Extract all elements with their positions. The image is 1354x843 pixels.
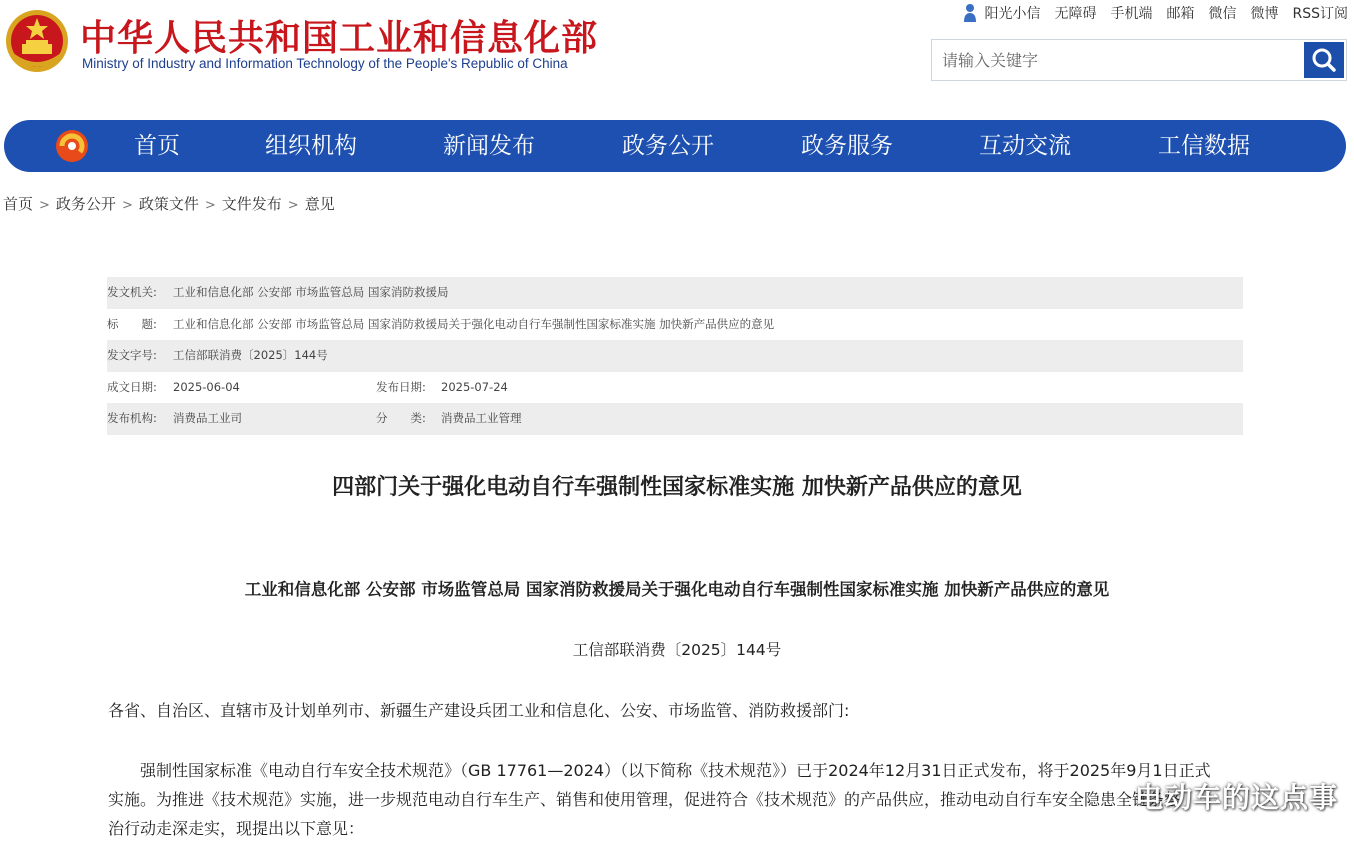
top-link-mailbox[interactable]: 邮箱 — [1166, 6, 1195, 22]
paragraph-line: 强制性国家标准《电动自行车安全技术规范》（GB 17761—2024）（以下简称《技术规范》）已于2024年12月31日正式发布，将于2025年9月1日正式 — [140, 761, 1211, 780]
document-number: 工信部联消费〔2025〕144号 — [572, 641, 782, 659]
breadcrumb — [3, 193, 335, 214]
meta-created-value: 2025-06-04 — [173, 379, 240, 394]
document-paragraph — [108, 756, 1238, 843]
breadcrumb-opinion[interactable]: 意见 — [304, 195, 335, 213]
nav-organization[interactable]: 组织机构 — [265, 133, 357, 159]
meta-row-org — [107, 403, 1243, 435]
meta-published-label: 发布日期: — [376, 379, 426, 394]
main-nav — [4, 120, 1346, 172]
top-link-sunshine[interactable]: 阳光小信 — [984, 6, 1041, 22]
top-link-rss[interactable]: RSS订阅 — [1292, 6, 1348, 22]
top-links — [962, 3, 1348, 23]
meta-docno-label: 发文字号: — [107, 348, 157, 362]
meta-title-label: 标 题: — [107, 316, 157, 331]
document-subtitle: 工业和信息化部 公安部 市场监管总局 国家消防救援局关于强化电动自行车强制性国家标准实施 加快新产品供应的意见 — [244, 580, 1110, 599]
breadcrumb-policy-files[interactable]: 政策文件 — [138, 195, 199, 213]
meta-org-label: 发布机构: — [107, 411, 157, 425]
paragraph-line: 实施。为推进《技术规范》实施，进一步规范电动自行车生产、销售和使用管理，促进符合《技术规范》的产品供应，推动电动自行车安全隐患全链条整 — [108, 790, 1181, 809]
nav-government-affairs[interactable]: 政务公开 — [622, 133, 714, 159]
site-title: 中华人民共和国工业和信息化部 — [80, 18, 599, 59]
search-button[interactable] — [1304, 42, 1344, 78]
meta-row-dates — [107, 372, 1243, 404]
watermark: 电动车的这点事 — [1134, 781, 1338, 814]
nav-news[interactable]: 新闻发布 — [443, 133, 535, 159]
top-link-wechat[interactable]: 微信 — [1208, 6, 1237, 22]
meta-category-label: 分 类: — [376, 411, 426, 425]
document-title: 四部门关于强化电动自行车强制性国家标准实施 加快新产品供应的意见 — [332, 475, 1022, 500]
meta-row-issuer — [107, 277, 1243, 309]
top-link-weibo[interactable]: 微博 — [1250, 6, 1279, 22]
search-icon — [1304, 42, 1344, 78]
nav-government-services[interactable]: 政务服务 — [801, 133, 893, 159]
breadcrumb-government-affairs[interactable]: 政务公开 — [55, 195, 116, 213]
breadcrumb-separator-icon: > — [121, 198, 133, 213]
breadcrumb-file-release[interactable]: 文件发布 — [221, 195, 282, 213]
meta-published-value: 2025-07-24 — [441, 379, 508, 394]
top-link-accessibility[interactable]: 无障碍 — [1054, 6, 1097, 22]
search-box — [931, 39, 1347, 81]
paragraph-line: 治行动走深走实，现提出以下意见： — [108, 819, 365, 838]
breadcrumb-separator-icon: > — [39, 198, 50, 213]
nav-interaction[interactable]: 互动交流 — [979, 133, 1071, 159]
document-meta-table — [107, 277, 1243, 435]
top-link-mobile[interactable]: 手机端 — [1110, 6, 1153, 22]
meta-issuer-label: 发文机关: — [107, 285, 157, 299]
meta-category-value: 消费品工业管理 — [441, 411, 522, 425]
meta-org-value: 消费品工业司 — [173, 411, 242, 425]
meta-created-label: 成文日期: — [107, 379, 157, 394]
breadcrumb-separator-icon: > — [287, 198, 299, 213]
meta-title-value: 工业和信息化部 公安部 市场监管总局 国家消防救援局关于强化电动自行车强制性国家标准实施 加快新产品供应的意见 — [173, 316, 775, 331]
site-subtitle: Ministry of Industry and Information Technology of the People's Republic of China — [82, 56, 568, 71]
breadcrumb-home[interactable]: 首页 — [3, 195, 34, 213]
miit-logo-icon — [54, 128, 90, 164]
meta-issuer-value: 工业和信息化部 公安部 市场监管总局 国家消防救援局 — [173, 285, 449, 299]
meta-row-docno — [107, 340, 1243, 372]
document-salutation: 各省、自治区、直辖市及计划单列市、新疆生产建设兵团工业和信息化、公安、市场监管、消防救援部门: — [108, 701, 850, 720]
national-emblem-icon — [4, 8, 70, 74]
meta-row-title — [107, 309, 1243, 341]
person-icon — [962, 3, 978, 23]
nav-home[interactable]: 首页 — [134, 133, 180, 159]
search-input[interactable] — [932, 40, 1324, 80]
nav-data[interactable]: 工信数据 — [1158, 133, 1250, 159]
meta-docno-value: 工信部联消费〔2025〕144号 — [173, 348, 328, 362]
breadcrumb-separator-icon: > — [204, 198, 216, 213]
